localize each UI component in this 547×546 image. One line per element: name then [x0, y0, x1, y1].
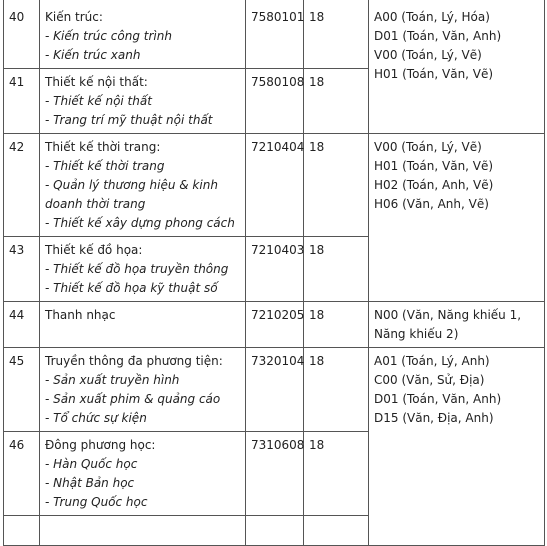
major-code [246, 516, 304, 546]
major-name: Kiến trúc: [45, 10, 103, 24]
min-score: 18 [304, 348, 369, 432]
major-cell [40, 516, 246, 546]
subject-combinations [369, 348, 545, 546]
combination-item: H02 (Toán, Anh, Vẽ) [374, 178, 494, 192]
major-cell [40, 237, 246, 302]
row-number: 42 [4, 134, 40, 237]
major-code: 7320104 [246, 348, 304, 432]
major-cell [40, 0, 246, 69]
major-code: 7310608 [246, 432, 304, 516]
specialization-item: - Kiến trúc xanh [45, 48, 141, 62]
combination-item: A01 (Toán, Lý, Anh) [374, 354, 490, 368]
specialization-item: - Kiến trúc công trình [45, 29, 172, 43]
specialization-item: - Trung Quốc học [45, 495, 148, 509]
specialization-item: - Hàn Quốc học [45, 457, 138, 471]
major-cell [40, 348, 246, 432]
min-score: 18 [304, 302, 369, 348]
major-cell [40, 302, 246, 348]
major-name: Thanh nhạc [45, 308, 116, 322]
subject-combinations [369, 134, 545, 302]
specialization-item: - Quản lý thương hiệu & kinh doanh thời trang [45, 178, 218, 211]
subject-combinations [369, 302, 545, 348]
combination-item: H06 (Văn, Anh, Vẽ) [374, 197, 489, 211]
specialization-item: - Thiết kế đồ họa truyền thông [45, 262, 229, 276]
specialization-item: - Thiết kế nội thất [45, 94, 152, 108]
combination-item: D01 (Toán, Văn, Anh) [374, 29, 502, 43]
major-cell [40, 69, 246, 134]
row-number: 40 [4, 0, 40, 69]
min-score [304, 516, 369, 546]
subject-combinations [369, 0, 545, 134]
table-row [4, 0, 545, 69]
min-score: 18 [304, 237, 369, 302]
table-row [4, 302, 545, 348]
major-name: Thiết kế thời trang: [45, 140, 161, 154]
combination-item: N00 (Văn, Năng khiếu 1, Năng khiếu 2) [374, 308, 522, 341]
major-code: 7210205 [246, 302, 304, 348]
specialization-item: - Trang trí mỹ thuật nội thất [45, 113, 213, 127]
combination-item: A00 (Toán, Lý, Hóa) [374, 10, 490, 24]
row-number: 41 [4, 69, 40, 134]
table-row [4, 134, 545, 237]
major-code: 7210403 [246, 237, 304, 302]
min-score: 18 [304, 0, 369, 69]
combination-item: V00 (Toán, Lý, Vẽ) [374, 48, 482, 62]
specialization-item: - Sản xuất phim & quảng cáo [45, 392, 221, 406]
major-name: Truyền thông đa phương tiện: [45, 354, 223, 368]
combination-item: H01 (Toán, Văn, Vẽ) [374, 159, 494, 173]
specialization-item: - Thiết kế thời trang [45, 159, 165, 173]
major-name: Đông phương học: [45, 438, 156, 452]
specialization-item: - Thiết kế xây dựng phong cách [45, 216, 235, 230]
row-number: 43 [4, 237, 40, 302]
admissions-table [3, 0, 545, 546]
min-score: 18 [304, 134, 369, 237]
row-number [4, 516, 40, 546]
specialization-item: - Nhật Bản học [45, 476, 135, 490]
min-score: 18 [304, 69, 369, 134]
major-name: Thiết kế đồ họa: [45, 243, 143, 257]
combination-item: D15 (Văn, Địa, Anh) [374, 411, 494, 425]
row-number: 45 [4, 348, 40, 432]
major-code: 7210404 [246, 134, 304, 237]
combination-item: V00 (Toán, Lý, Vẽ) [374, 140, 482, 154]
min-score: 18 [304, 432, 369, 516]
row-number: 44 [4, 302, 40, 348]
specialization-item: - Sản xuất truyền hình [45, 373, 180, 387]
major-name: Thiết kế nội thất: [45, 75, 148, 89]
major-code: 7580108 [246, 69, 304, 134]
combination-item: H01 (Toán, Văn, Vẽ) [374, 67, 494, 81]
specialization-item: - Thiết kế đồ họa kỹ thuật số [45, 281, 218, 295]
major-cell [40, 134, 246, 237]
major-code: 7580101 [246, 0, 304, 69]
major-cell [40, 432, 246, 516]
combination-item: C00 (Văn, Sử, Địa) [374, 373, 485, 387]
specialization-item: - Tổ chức sự kiện [45, 411, 147, 425]
row-number: 46 [4, 432, 40, 516]
table-row [4, 348, 545, 432]
combination-item: D01 (Toán, Văn, Anh) [374, 392, 502, 406]
